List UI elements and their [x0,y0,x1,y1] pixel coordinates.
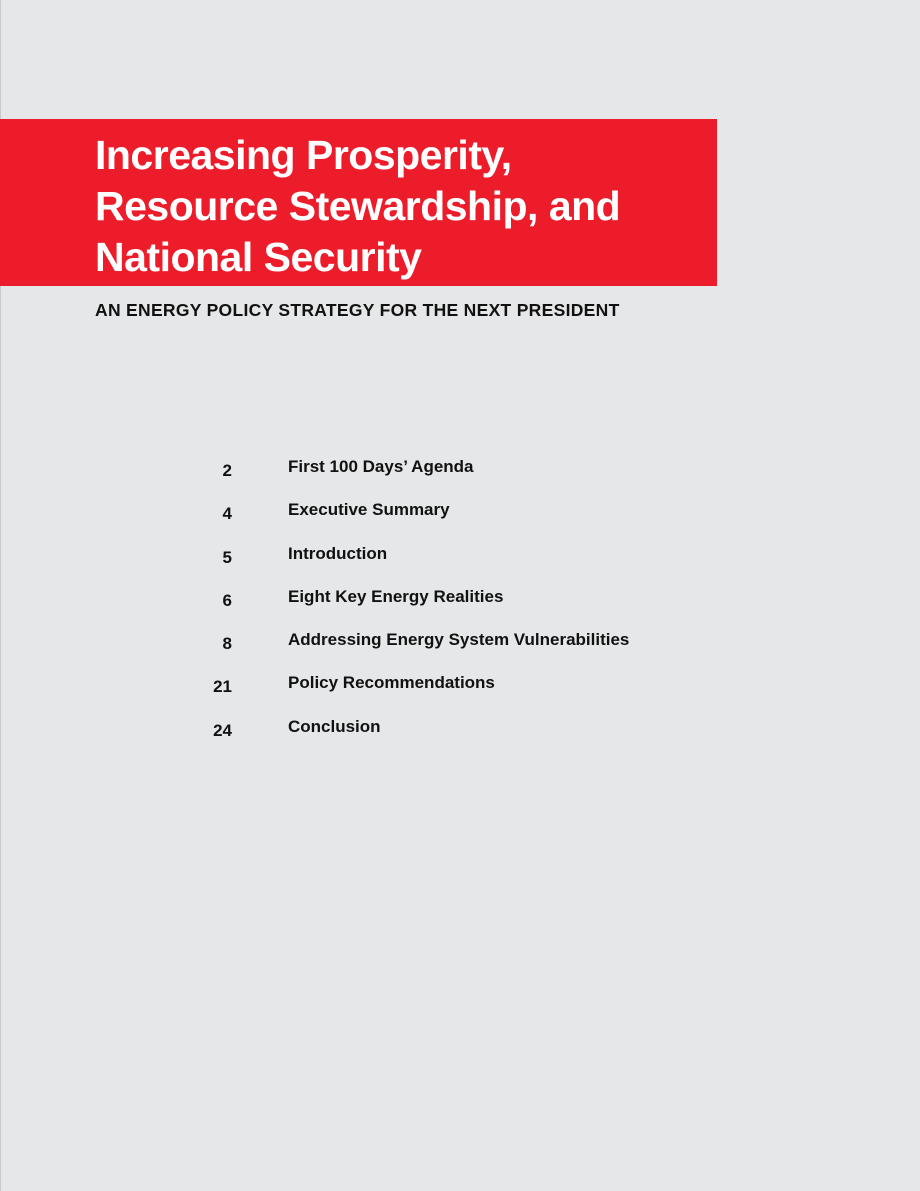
toc-entry-title[interactable]: Eight Key Energy Realities [288,586,504,606]
toc-entry[interactable] [0,499,920,542]
document-subtitle: AN ENERGY POLICY STRATEGY FOR THE NEXT PRESIDENT [95,300,620,320]
toc-entry[interactable] [0,543,920,586]
toc-entry[interactable] [0,672,920,715]
toc-page-number: 4 [222,504,232,524]
toc-entry-title[interactable]: First 100 Days’ Agenda [288,457,474,476]
toc-entry-title[interactable]: Introduction [288,543,388,563]
document-title [95,130,715,283]
title-line: Increasing Prosperity, [95,132,512,178]
toc-entry-title[interactable]: Policy Recommendations [288,673,495,693]
toc-page-number: 6 [222,590,232,610]
toc-page-number: 2 [222,461,232,480]
title-line: National Security [95,234,422,280]
table-of-contents [0,456,920,759]
toc-entry[interactable] [0,716,920,759]
toc-entry[interactable] [0,629,920,672]
toc-page-number: 5 [222,547,232,567]
title-line: Resource Stewardship, and [95,183,621,229]
toc-entry-title[interactable]: Conclusion [288,716,381,736]
toc-entry[interactable] [0,586,920,629]
toc-page-number: 8 [222,634,232,654]
toc-page-number: 21 [213,677,232,697]
toc-page-number: 24 [213,720,232,740]
toc-entry-title[interactable]: Addressing Energy System Vulnerabilities [288,630,630,650]
toc-entry[interactable] [0,456,920,499]
toc-entry-title[interactable]: Executive Summary [288,500,450,520]
